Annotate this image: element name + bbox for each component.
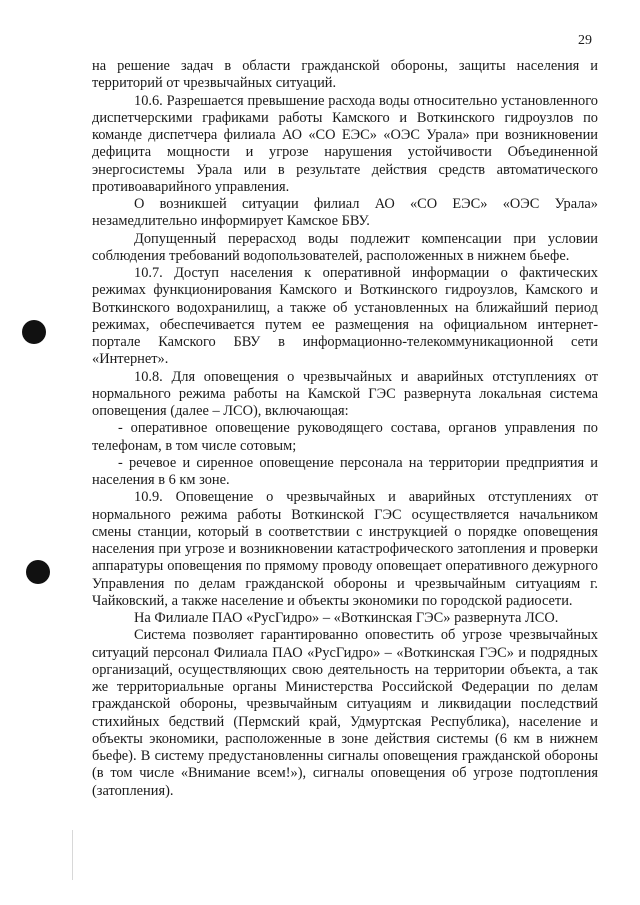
paragraph-notification: О возникшей ситуации филиал АО «СО ЕЭС» «ОЭС Урала» незамедлительно информирует Камское БВУ. xyxy=(92,196,598,230)
paragraph-10-6: 10.6. Разрешается превышение расхода воды относительно установленного диспетчерскими графиками работы Камского и Воткинского гидроузлов по команде диспетчера филиала АО «СО ЕЭС» «ОЭС Урала» при возникновении дефицита мощности и угрозе нарушения устойчивости Объединенной энергосистемы Урала или в результате действия средств автоматического противоаварийного управления. xyxy=(92,92,598,195)
margin-line xyxy=(72,830,73,880)
punch-hole-mark xyxy=(22,320,46,344)
paragraph-10-9: 10.9. Оповещение о чрезвычайных и аварийных отступлениях от нормального режима работы Воткинской ГЭС осуществляется начальником смены станции, который в соответствии с инструкцией о порядке оповещения населения при угрозе и возникновении катастрофического затопления и проверки аппаратуры оповещения по прямому проводу оповещает оперативного дежурного Управления по делам гражданской обороны и чрезвычайным ситуациям г. Чайковский, а также население и объекты экономики по городской радиосети. xyxy=(92,489,598,609)
list-item-phone-alert: - оперативное оповещение руководящего состава, органов управления по телефонам, в том числе сотовым; xyxy=(92,420,598,454)
document-body xyxy=(92,58,598,800)
page-number: 29 xyxy=(578,33,592,48)
paragraph-lso-deployed: На Филиале ПАО «РусГидро» – «Воткинская ГЭС» развернута ЛСО. xyxy=(134,610,559,626)
paragraph-compensation: Допущенный перерасход воды подлежит компенсации при условии соблюдения требований водопользователей, расположенных в нижнем бьефе. xyxy=(92,230,598,264)
paragraph-10-7: 10.7. Доступ населения к оперативной информации о фактических режимах функционирования Камского и Воткинского гидроузлов, Камского и Воткинского водохранилищ, а также об установленных на ближайший период режимах, обеспечивается путем ее размещения на официальном интернет-портале Камского БВУ в информационно-телекоммуникационной сети «Интернет». xyxy=(92,265,598,368)
paragraph-10-8: 10.8. Для оповещения о чрезвычайных и аварийных отступлениях от нормального режима работы на Камской ГЭС развернута локальная система оповещения (далее – ЛСО), включающая: xyxy=(92,368,598,419)
list-item-siren-alert: - речевое и сиренное оповещение персонала на территории предприятия и населения в 6 км зоне. xyxy=(92,454,598,488)
paragraph-system-capability: Система позволяет гарантированно оповестить об угрозе чрезвычайных ситуаций персонал Филиала ПАО «РусГидро» – «Воткинская ГЭС» и подрядных организаций, осуществляющих свою деятельность на территории объекта, а так же территориальные органы Министерства Российской Федерации по делам гражданской обороны, чрезвычайным ситуациям и ликвидации последствий стихийных бедствий (Пермский край, Удмуртская Республика), население и объекты экономики, расположенные в зоне действия системы (6 км в нижнем бьефе). В систему предустановленны сигналы оповещения гражданской обороны (в том числе «Внимание всем!»), сигналы оповещения об угрозе подтопления (затопления). xyxy=(92,627,598,799)
paragraph-continuation: на решение задач в области гражданской обороны, защиты населения и территорий от чрезвычайных ситуаций. xyxy=(92,58,598,92)
punch-hole-mark xyxy=(26,560,50,584)
